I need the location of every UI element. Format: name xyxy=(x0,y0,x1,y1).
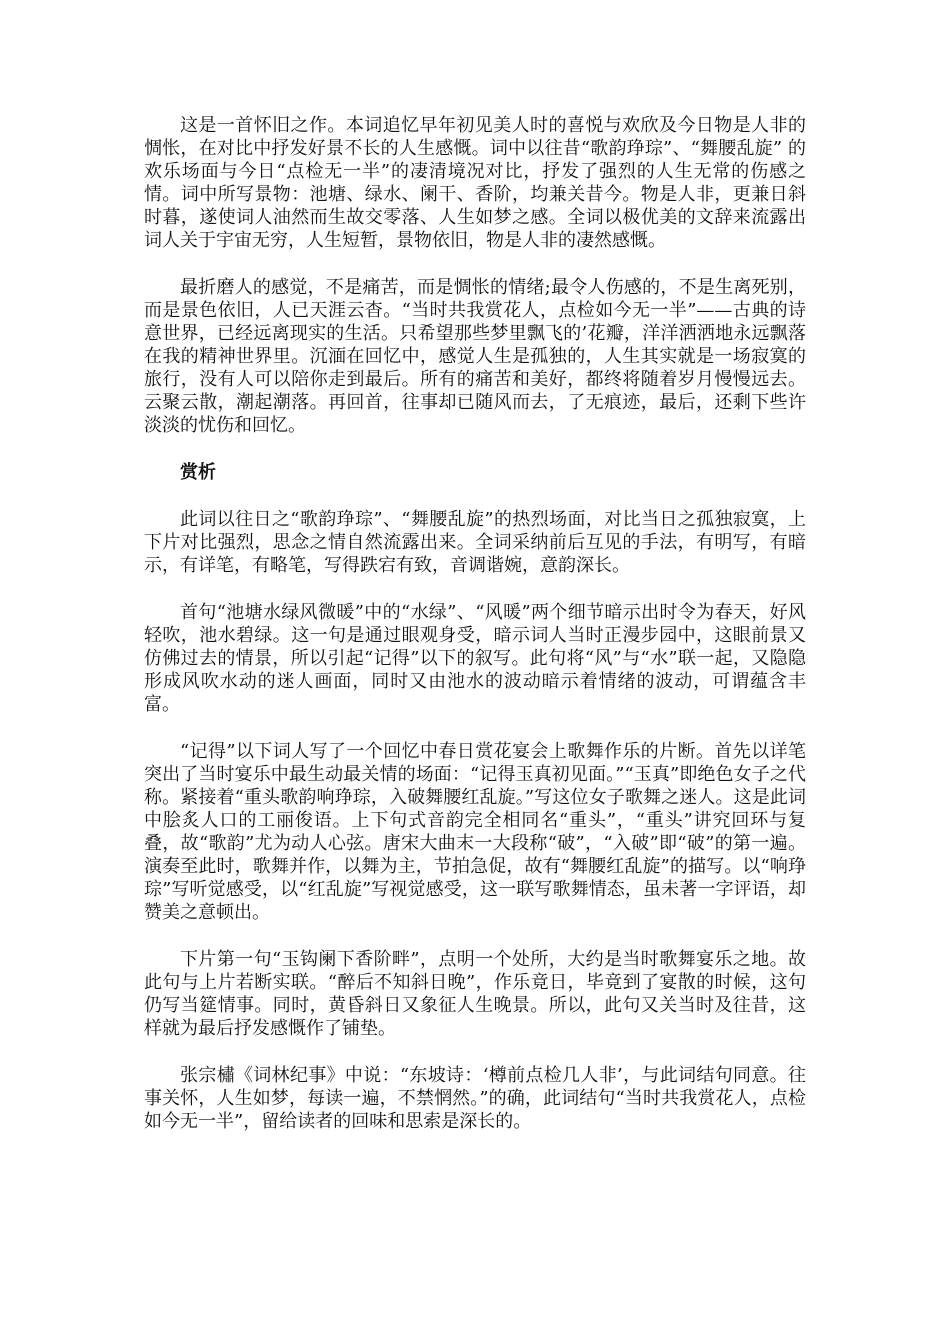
analysis-paragraph: 此词以往日之“歌韵琤琮”、“舞腰乱旋”的热烈场面，对比当日之孤独寂寞，上下片对比强烈，思念之情自然流露出来。全词采纳前后互见的手法，有明写，有暗示，有详笔，有略笔，写得跌宕有致，音调谐婉，意韵深长。 xyxy=(144,509,806,576)
document-body xyxy=(144,114,806,1157)
analysis-paragraph: 张宗橚《词林纪事》中说：“东坡诗：‘樽前点检几人非’，与此词结句同意。往事关怀，人生如梦，每读一遍，不禁惘然。”的确，此词结句“当时共我赏花人，点检如今无一半”，留给读者的回味和思索是深长的。 xyxy=(144,1065,806,1132)
reflection-paragraph: 最折磨人的感觉，不是痛苦，而是惆怅的情绪;最令人伤感的，不是生离死别，而是景色依旧，人已天涯云杳。“当时共我赏花人，点检如今无一半”——古典的诗意世界，已经远离现实的生活。只希望那些梦里飘飞的’花瓣，洋洋洒洒地永远飘落在我的精神世界里。沉湎在回忆中，感觉人生是孤独的，人生其实就是一场寂寞的旅行，没有人可以陪你走到最后。所有的痛苦和美好，都终将随着岁月慢慢远去。云聚云散，潮起潮落。再回首，往事却已随风而去，了无痕迹，最后，还剩下些许淡淡的忧伤和回忆。 xyxy=(144,277,806,436)
analysis-paragraph: 首句“池塘水绿风微暖”中的“水绿”、“风暖”两个细节暗示出时令为春天，好风轻吹，池水碧绿。这一句是通过眼观身受，暗示词人当时正漫步园中，这眼前景又仿佛过去的情景，所以引起“记得”以下的叙写。此句将“风”与“水”联一起，又隐隐形成风吹水动的迷人画面，同时又由池水的波动暗示着情绪的波动，可谓蕴含丰富。 xyxy=(144,602,806,715)
analysis-paragraph: “记得”以下词人写了一个回忆中春日赏花宴会上歌舞作乐的片断。首先以详笔突出了当时宴乐中最生动最关情的场面：“记得玉真初见面。”“玉真”即绝色女子之代称。紧接着“重头歌韵响琤琮，入破舞腰红乱旋。”写这位女子歌舞之迷人。这是此词中脍炙人口的工丽俊语。上下句式音韵完全相同名“重头”，“重头”讲究回环与复叠，故“歌韵”尤为动人心弦。唐宋大曲末一大段称“破”，“入破”即“破”的第一遍。演奏至此时，歌舞并作，以舞为主，节拍急促，故有“舞腰红乱旋”的描写。以“响琤琮”写听觉感受，以“红乱旋”写视觉感受，这一联写歌舞情态，虽未著一字评语，却赞美之意顿出。 xyxy=(144,741,806,923)
section-heading: 赏析 xyxy=(180,462,216,483)
analysis-paragraph: 下片第一句“玉钩阑下香阶畔”，点明一个处所，大约是当时歌舞宴乐之地。故此句与上片若断实联。“醉后不知斜日晚”，作乐竟日，毕竟到了宴散的时候，这句仍写当筵情事。同时，黄昏斜日又象征人生晚景。所以，此句又关当时及往昔，这样就为最后抒发感慨作了铺垫。 xyxy=(144,949,806,1039)
intro-paragraph: 这是一首怀旧之作。本词追忆早年初见美人时的喜悦与欢欣及今日物是人非的惆怅，在对比中抒发好景不长的人生感慨。词中以往昔“歌韵琤琮”、“舞腰乱旋” 的欢乐场面与今日“点检无一半”的凄清境况对比，抒发了强烈的人生无常的伤感之情。词中所写景物：池塘、绿水、阑干、香阶，均兼关昔今。物是人非，更兼日斜时暮，遂使词人油然而生故交零落、人生如梦之感。全词以极优美的文辞来流露出词人关于宇宙无穷，人生短暂，景物依旧，物是人非的凄然感慨。 xyxy=(144,115,806,251)
